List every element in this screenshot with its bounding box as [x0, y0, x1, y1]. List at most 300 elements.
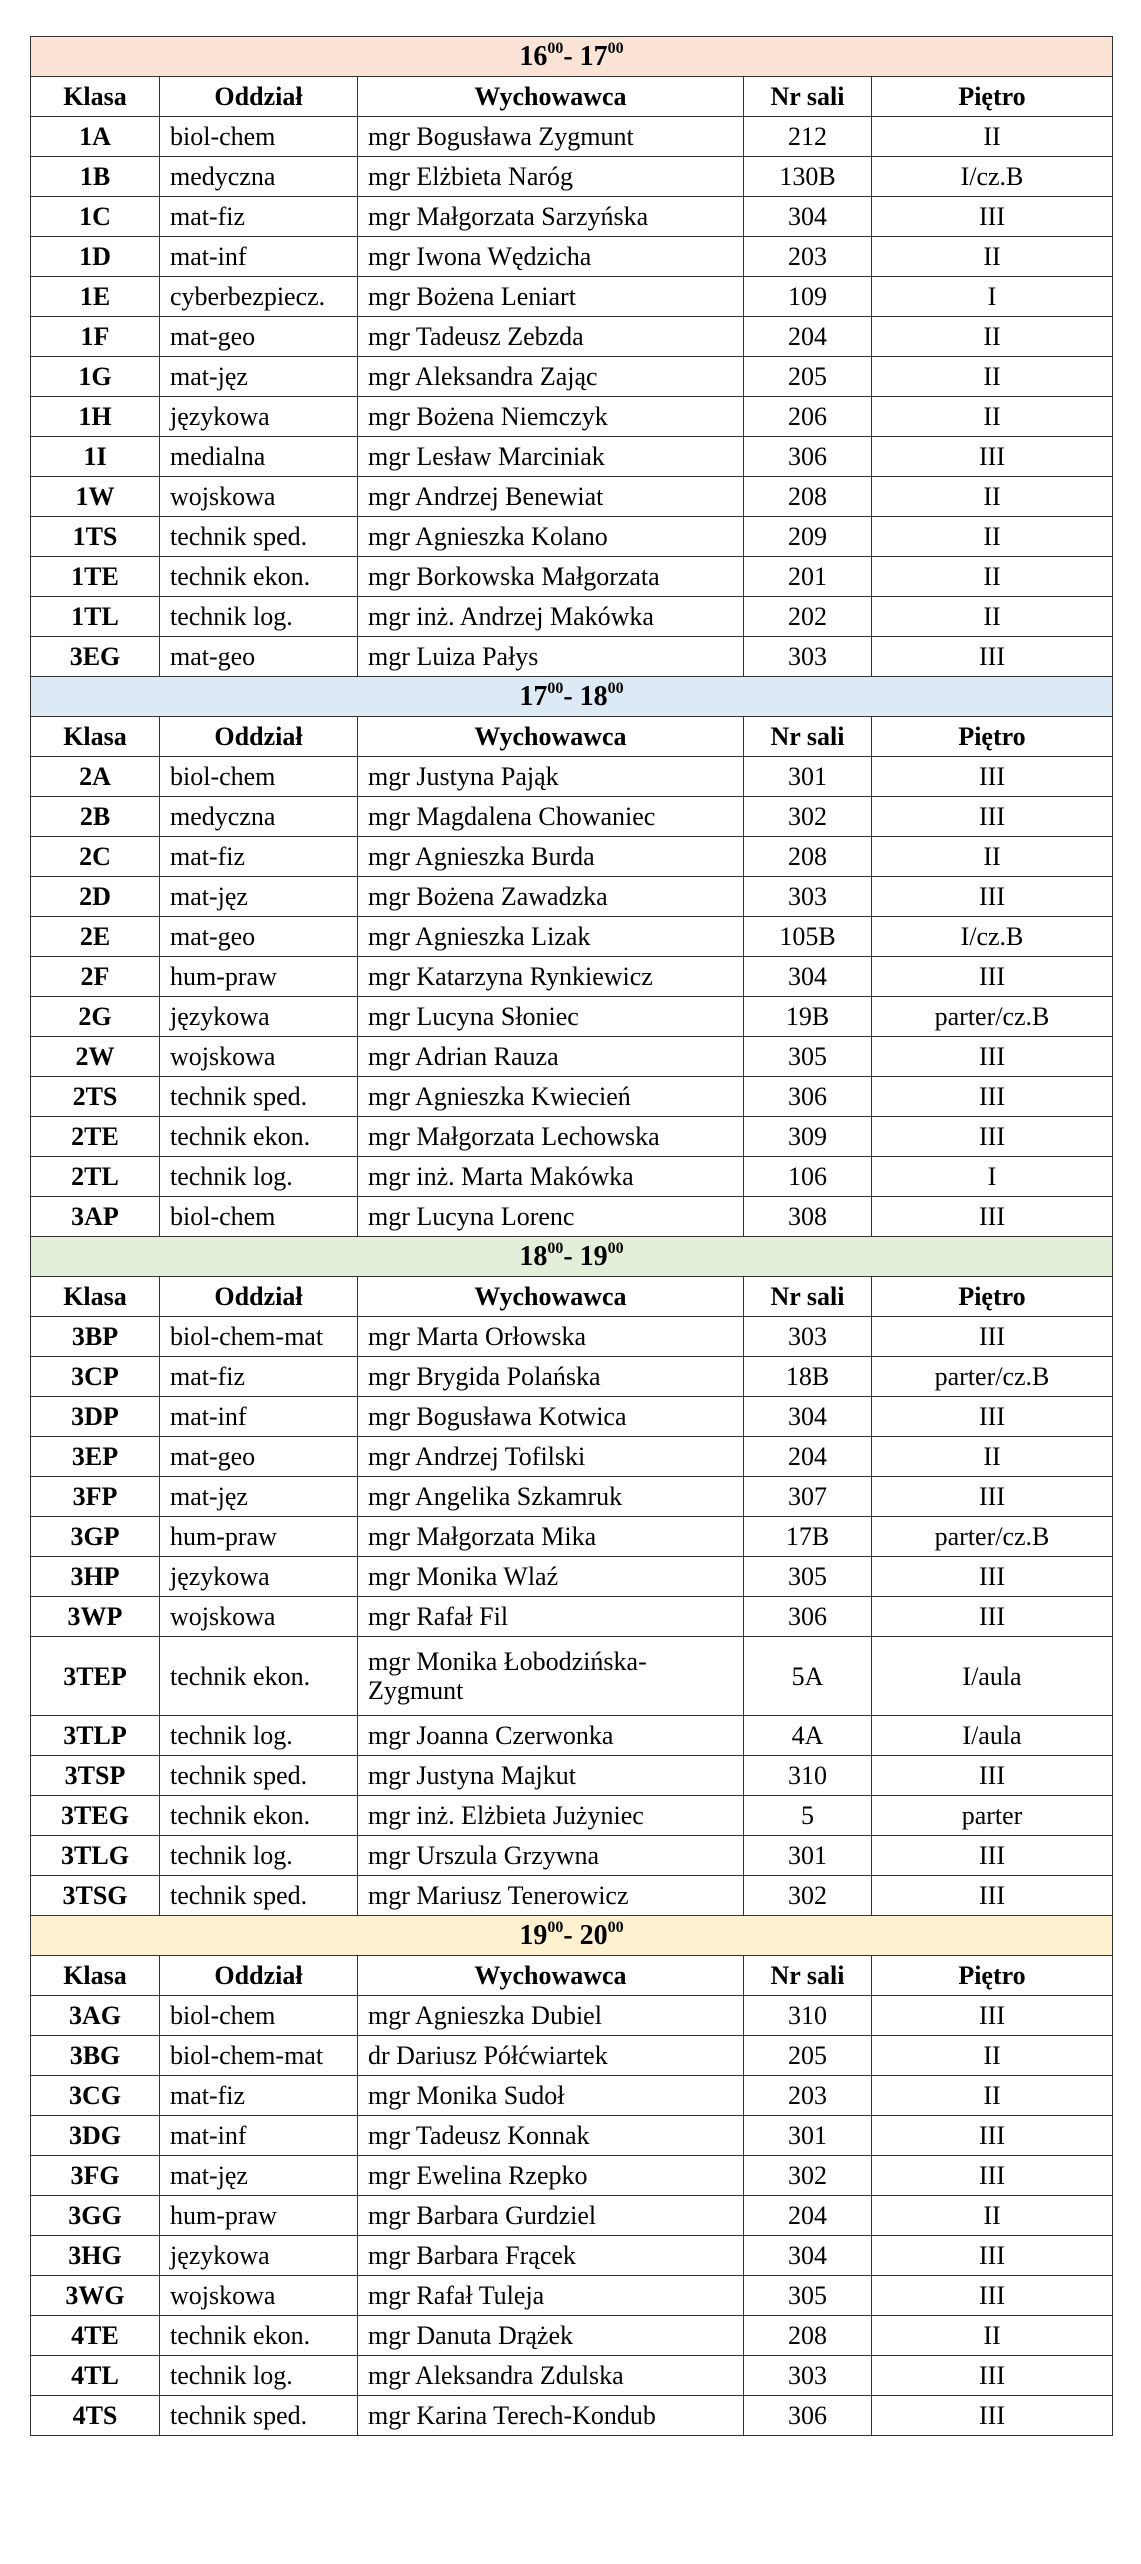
time-slot-start-hour: 19: [519, 1920, 548, 1951]
table-row: [31, 437, 1113, 477]
cell-wychowawca: mgr Małgorzata Sarzyńska: [358, 197, 744, 237]
cell-nr-sali: 305: [744, 2276, 872, 2316]
cell-nr-sali: 310: [744, 1756, 872, 1796]
cell-wychowawca: mgr Justyna Majkut: [358, 1756, 744, 1796]
table-row: [31, 2076, 1113, 2116]
time-slot-start-hour: 16: [519, 41, 548, 72]
column-header-klasa: Klasa: [31, 1956, 160, 1996]
cell-oddzial: medialna: [160, 437, 358, 477]
table-row: [31, 357, 1113, 397]
cell-klasa: 1W: [31, 477, 160, 517]
column-header-klasa: Klasa: [31, 77, 160, 117]
table-row: [31, 837, 1113, 877]
column-header-wychowawca: Wychowawca: [358, 1277, 744, 1317]
cell-pietro: II: [872, 357, 1113, 397]
cell-pietro: III: [872, 2116, 1113, 2156]
cell-pietro: III: [872, 1597, 1113, 1637]
time-slot-end-hour: 20: [579, 1920, 608, 1951]
cell-klasa: 3GG: [31, 2196, 160, 2236]
cell-oddzial: wojskowa: [160, 477, 358, 517]
column-header-row: [31, 1956, 1113, 1996]
time-slot-header: [31, 677, 1113, 717]
cell-klasa: 3TSP: [31, 1756, 160, 1796]
table-row: [31, 1437, 1113, 1477]
table-row: [31, 2236, 1113, 2276]
cell-wychowawca: mgr Mariusz Tenerowicz: [358, 1876, 744, 1916]
cell-klasa: 2E: [31, 917, 160, 957]
cell-pietro: parter/cz.B: [872, 1517, 1113, 1557]
cell-oddzial: mat-geo: [160, 1437, 358, 1477]
cell-wychowawca: mgr Ewelina Rzepko: [358, 2156, 744, 2196]
cell-wychowawca: mgr Adrian Rauza: [358, 1037, 744, 1077]
cell-klasa: 3TEG: [31, 1796, 160, 1836]
cell-wychowawca: dr Dariusz Półćwiartek: [358, 2036, 744, 2076]
cell-oddzial: wojskowa: [160, 2276, 358, 2316]
table-row: [31, 157, 1113, 197]
cell-nr-sali: 306: [744, 2396, 872, 2436]
table-row: [31, 2036, 1113, 2076]
cell-pietro: III: [872, 2396, 1113, 2436]
cell-oddzial: medyczna: [160, 157, 358, 197]
cell-wychowawca: mgr Agnieszka Kwiecień: [358, 1077, 744, 1117]
cell-oddzial: technik log.: [160, 1157, 358, 1197]
cell-nr-sali: 209: [744, 517, 872, 557]
cell-wychowawca: mgr Lesław Marciniak: [358, 437, 744, 477]
cell-wychowawca: mgr Agnieszka Burda: [358, 837, 744, 877]
cell-wychowawca: mgr Monika Wlaź: [358, 1557, 744, 1597]
cell-klasa: 3HP: [31, 1557, 160, 1597]
cell-wychowawca: mgr Aleksandra Zając: [358, 357, 744, 397]
table-row: [31, 2116, 1113, 2156]
cell-oddzial: technik log.: [160, 1716, 358, 1756]
table-row: [31, 1197, 1113, 1237]
cell-klasa: 2TL: [31, 1157, 160, 1197]
cell-pietro: II: [872, 2076, 1113, 2116]
cell-klasa: 2G: [31, 997, 160, 1037]
cell-oddzial: technik ekon.: [160, 1796, 358, 1836]
cell-nr-sali: 18B: [744, 1357, 872, 1397]
table-row: [31, 2396, 1113, 2436]
cell-oddzial: językowa: [160, 397, 358, 437]
cell-wychowawca: mgr Rafał Tuleja: [358, 2276, 744, 2316]
table-row: [31, 1517, 1113, 1557]
cell-nr-sali: 302: [744, 2156, 872, 2196]
table-row: [31, 1357, 1113, 1397]
cell-nr-sali: 305: [744, 1037, 872, 1077]
cell-nr-sali: 204: [744, 2196, 872, 2236]
time-slot-end-minutes: 00: [607, 40, 624, 57]
table-row: [31, 1637, 1113, 1716]
cell-wychowawca: mgr Borkowska Małgorzata: [358, 557, 744, 597]
cell-wychowawca: mgr inż. Marta Makówka: [358, 1157, 744, 1197]
cell-wychowawca: mgr inż. Andrzej Makówka: [358, 597, 744, 637]
cell-wychowawca: mgr inż. Elżbieta Jużyniec: [358, 1796, 744, 1836]
cell-nr-sali: 205: [744, 2036, 872, 2076]
time-slot-separator: -: [563, 681, 580, 712]
cell-pietro: III: [872, 1876, 1113, 1916]
cell-pietro: II: [872, 237, 1113, 277]
table-row: [31, 517, 1113, 557]
cell-oddzial: technik ekon.: [160, 557, 358, 597]
cell-pietro: III: [872, 1557, 1113, 1597]
time-slot-row: [31, 677, 1113, 717]
cell-oddzial: językowa: [160, 2236, 358, 2276]
table-row: [31, 797, 1113, 837]
cell-nr-sali: 5: [744, 1796, 872, 1836]
cell-oddzial: hum-praw: [160, 2196, 358, 2236]
column-header-pietro: Piętro: [872, 717, 1113, 757]
cell-klasa: 1H: [31, 397, 160, 437]
cell-klasa: 2A: [31, 757, 160, 797]
cell-klasa: 3GP: [31, 1517, 160, 1557]
cell-oddzial: technik log.: [160, 1836, 358, 1876]
cell-nr-sali: 203: [744, 2076, 872, 2116]
cell-nr-sali: 303: [744, 1317, 872, 1357]
cell-wychowawca: mgr Katarzyna Rynkiewicz: [358, 957, 744, 997]
cell-nr-sali: 303: [744, 877, 872, 917]
cell-oddzial: technik sped.: [160, 1876, 358, 1916]
cell-nr-sali: 204: [744, 1437, 872, 1477]
table-row: [31, 1037, 1113, 1077]
cell-pietro: III: [872, 2276, 1113, 2316]
cell-klasa: 2C: [31, 837, 160, 877]
cell-klasa: 2TS: [31, 1077, 160, 1117]
cell-pietro: I: [872, 1157, 1113, 1197]
cell-wychowawca: mgr Joanna Czerwonka: [358, 1716, 744, 1756]
cell-klasa: 3CP: [31, 1357, 160, 1397]
cell-pietro: I/aula: [872, 1716, 1113, 1756]
cell-pietro: parter/cz.B: [872, 997, 1113, 1037]
table-row: [31, 397, 1113, 437]
table-row: [31, 1836, 1113, 1876]
time-slot-start-hour: 18: [519, 1241, 548, 1272]
cell-wychowawca: mgr Bogusława Zygmunt: [358, 117, 744, 157]
cell-nr-sali: 308: [744, 1197, 872, 1237]
column-header-klasa: Klasa: [31, 717, 160, 757]
cell-pietro: parter/cz.B: [872, 1357, 1113, 1397]
column-header-row: [31, 77, 1113, 117]
column-header-wychowawca: Wychowawca: [358, 717, 744, 757]
cell-oddzial: cyberbezpiecz.: [160, 277, 358, 317]
cell-oddzial: technik log.: [160, 597, 358, 637]
cell-wychowawca: mgr Brygida Polańska: [358, 1357, 744, 1397]
cell-wychowawca: mgr Małgorzata Mika: [358, 1517, 744, 1557]
column-header-nr-sali: Nr sali: [744, 717, 872, 757]
cell-nr-sali: 105B: [744, 917, 872, 957]
table-row: [31, 597, 1113, 637]
cell-pietro: I/aula: [872, 1637, 1113, 1716]
time-slot-row: [31, 1916, 1113, 1956]
cell-oddzial: mat-inf: [160, 2116, 358, 2156]
cell-nr-sali: 202: [744, 597, 872, 637]
cell-nr-sali: 201: [744, 557, 872, 597]
cell-wychowawca: mgr Bożena Niemczyk: [358, 397, 744, 437]
column-header-pietro: Piętro: [872, 77, 1113, 117]
cell-pietro: III: [872, 2156, 1113, 2196]
cell-wychowawca: mgr Tadeusz Konnak: [358, 2116, 744, 2156]
cell-pietro: II: [872, 2196, 1113, 2236]
cell-klasa: 3TLP: [31, 1716, 160, 1756]
table-row: [31, 1157, 1113, 1197]
cell-klasa: 1TS: [31, 517, 160, 557]
cell-pietro: II: [872, 317, 1113, 357]
cell-klasa: 3WP: [31, 1597, 160, 1637]
cell-nr-sali: 306: [744, 1077, 872, 1117]
cell-pietro: III: [872, 1077, 1113, 1117]
column-header-oddzial: Oddział: [160, 717, 358, 757]
column-header-nr-sali: Nr sali: [744, 77, 872, 117]
cell-klasa: 3EG: [31, 637, 160, 677]
cell-nr-sali: 305: [744, 1557, 872, 1597]
cell-pietro: II: [872, 117, 1113, 157]
cell-pietro: II: [872, 2316, 1113, 2356]
cell-oddzial: mat-fiz: [160, 197, 358, 237]
table-row: [31, 317, 1113, 357]
cell-klasa: 3DP: [31, 1397, 160, 1437]
table-row: [31, 1996, 1113, 2036]
cell-klasa: 1F: [31, 317, 160, 357]
table-row: [31, 1876, 1113, 1916]
cell-oddzial: medyczna: [160, 797, 358, 837]
cell-pietro: II: [872, 2036, 1113, 2076]
time-slot-header: [31, 1237, 1113, 1277]
table-row: [31, 2316, 1113, 2356]
table-row: [31, 1557, 1113, 1597]
column-header-klasa: Klasa: [31, 1277, 160, 1317]
cell-oddzial: biol-chem: [160, 757, 358, 797]
cell-oddzial: hum-praw: [160, 957, 358, 997]
cell-pietro: I/cz.B: [872, 917, 1113, 957]
cell-klasa: 1C: [31, 197, 160, 237]
cell-pietro: III: [872, 2356, 1113, 2396]
cell-klasa: 3CG: [31, 2076, 160, 2116]
cell-wychowawca: mgr Barbara Frącek: [358, 2236, 744, 2276]
time-slot-end-hour: 17: [579, 41, 608, 72]
cell-oddzial: wojskowa: [160, 1597, 358, 1637]
cell-nr-sali: 4A: [744, 1716, 872, 1756]
cell-pietro: II: [872, 557, 1113, 597]
cell-klasa: 1B: [31, 157, 160, 197]
column-header-wychowawca: Wychowawca: [358, 77, 744, 117]
table-row: [31, 117, 1113, 157]
table-row: [31, 637, 1113, 677]
cell-oddzial: wojskowa: [160, 1037, 358, 1077]
cell-pietro: I/cz.B: [872, 157, 1113, 197]
cell-oddzial: biol-chem-mat: [160, 2036, 358, 2076]
cell-klasa: 3AP: [31, 1197, 160, 1237]
cell-nr-sali: 204: [744, 317, 872, 357]
cell-pietro: III: [872, 1477, 1113, 1517]
cell-oddzial: hum-praw: [160, 1517, 358, 1557]
cell-klasa: 3FG: [31, 2156, 160, 2196]
cell-pietro: III: [872, 1197, 1113, 1237]
table-row: [31, 1397, 1113, 1437]
cell-nr-sali: 203: [744, 237, 872, 277]
column-header-pietro: Piętro: [872, 1956, 1113, 1996]
cell-klasa: 3TEP: [31, 1637, 160, 1716]
cell-wychowawca: mgr Marta Orłowska: [358, 1317, 744, 1357]
time-slot-separator: -: [563, 1241, 580, 1272]
cell-oddzial: mat-geo: [160, 917, 358, 957]
time-slot-row: [31, 1237, 1113, 1277]
time-slot-header: [31, 1916, 1113, 1956]
cell-nr-sali: 304: [744, 2236, 872, 2276]
cell-pietro: I: [872, 277, 1113, 317]
schedule-body: [31, 37, 1113, 2436]
cell-oddzial: technik sped.: [160, 1756, 358, 1796]
column-header-row: [31, 1277, 1113, 1317]
cell-wychowawca: mgr Rafał Fil: [358, 1597, 744, 1637]
cell-pietro: III: [872, 1117, 1113, 1157]
time-slot-end-minutes: 00: [607, 680, 624, 697]
cell-klasa: 1TL: [31, 597, 160, 637]
cell-klasa: 1I: [31, 437, 160, 477]
table-row: [31, 2276, 1113, 2316]
cell-oddzial: technik ekon.: [160, 2316, 358, 2356]
cell-wychowawca: mgr Agnieszka Dubiel: [358, 1996, 744, 2036]
cell-klasa: 3DG: [31, 2116, 160, 2156]
cell-wychowawca: mgr Danuta Drążek: [358, 2316, 744, 2356]
cell-wychowawca: mgr Urszula Grzywna: [358, 1836, 744, 1876]
cell-pietro: II: [872, 837, 1113, 877]
cell-klasa: 1A: [31, 117, 160, 157]
cell-pietro: II: [872, 517, 1113, 557]
cell-nr-sali: 206: [744, 397, 872, 437]
cell-wychowawca: mgr Małgorzata Lechowska: [358, 1117, 744, 1157]
cell-nr-sali: 212: [744, 117, 872, 157]
cell-nr-sali: 19B: [744, 997, 872, 1037]
table-row: [31, 757, 1113, 797]
cell-klasa: 1D: [31, 237, 160, 277]
cell-klasa: 3BG: [31, 2036, 160, 2076]
cell-nr-sali: 309: [744, 1117, 872, 1157]
column-header-wychowawca: Wychowawca: [358, 1956, 744, 1996]
cell-wychowawca: mgr Bożena Leniart: [358, 277, 744, 317]
table-row: [31, 1477, 1113, 1517]
cell-nr-sali: 310: [744, 1996, 872, 2036]
time-slot-start-minutes: 00: [547, 1919, 564, 1936]
cell-wychowawca: mgr Andrzej Tofilski: [358, 1437, 744, 1477]
time-slot-end-minutes: 00: [607, 1240, 624, 1257]
cell-wychowawca: mgr Andrzej Benewiat: [358, 477, 744, 517]
table-row: [31, 237, 1113, 277]
time-slot-row: [31, 37, 1113, 77]
cell-oddzial: biol-chem: [160, 1996, 358, 2036]
cell-klasa: 4TS: [31, 2396, 160, 2436]
cell-pietro: III: [872, 757, 1113, 797]
cell-oddzial: mat-jęz: [160, 877, 358, 917]
time-slot-start-minutes: 00: [547, 680, 564, 697]
cell-pietro: III: [872, 797, 1113, 837]
cell-pietro: II: [872, 397, 1113, 437]
table-row: [31, 1716, 1113, 1756]
cell-wychowawca: mgr Monika Łobodzińska-Zygmunt: [358, 1637, 744, 1716]
cell-pietro: III: [872, 957, 1113, 997]
cell-wychowawca: mgr Aleksandra Zdulska: [358, 2356, 744, 2396]
table-row: [31, 477, 1113, 517]
column-header-oddzial: Oddział: [160, 1277, 358, 1317]
cell-wychowawca: mgr Magdalena Chowaniec: [358, 797, 744, 837]
cell-nr-sali: 302: [744, 1876, 872, 1916]
cell-oddzial: technik sped.: [160, 1077, 358, 1117]
cell-oddzial: mat-geo: [160, 317, 358, 357]
cell-klasa: 3HG: [31, 2236, 160, 2276]
cell-klasa: 2TE: [31, 1117, 160, 1157]
cell-wychowawca: mgr Tadeusz Zebzda: [358, 317, 744, 357]
table-row: [31, 1117, 1113, 1157]
cell-oddzial: biol-chem: [160, 117, 358, 157]
cell-nr-sali: 130B: [744, 157, 872, 197]
cell-nr-sali: 301: [744, 757, 872, 797]
cell-nr-sali: 301: [744, 1836, 872, 1876]
cell-klasa: 3FP: [31, 1477, 160, 1517]
table-row: [31, 997, 1113, 1037]
cell-klasa: 3TLG: [31, 1836, 160, 1876]
cell-klasa: 2D: [31, 877, 160, 917]
cell-oddzial: technik ekon.: [160, 1637, 358, 1716]
table-row: [31, 2196, 1113, 2236]
table-row: [31, 1796, 1113, 1836]
column-header-oddzial: Oddział: [160, 1956, 358, 1996]
cell-pietro: III: [872, 1037, 1113, 1077]
cell-pietro: parter: [872, 1796, 1113, 1836]
cell-nr-sali: 304: [744, 957, 872, 997]
cell-wychowawca: mgr Justyna Pająk: [358, 757, 744, 797]
table-row: [31, 277, 1113, 317]
cell-nr-sali: 205: [744, 357, 872, 397]
cell-nr-sali: 307: [744, 1477, 872, 1517]
table-row: [31, 877, 1113, 917]
cell-oddzial: mat-fiz: [160, 2076, 358, 2116]
cell-wychowawca: mgr Monika Sudoł: [358, 2076, 744, 2116]
cell-klasa: 4TE: [31, 2316, 160, 2356]
cell-nr-sali: 208: [744, 477, 872, 517]
time-slot-header: [31, 37, 1113, 77]
cell-oddzial: technik sped.: [160, 2396, 358, 2436]
cell-oddzial: mat-inf: [160, 1397, 358, 1437]
cell-oddzial: mat-fiz: [160, 1357, 358, 1397]
cell-nr-sali: 17B: [744, 1517, 872, 1557]
cell-klasa: 1TE: [31, 557, 160, 597]
cell-pietro: III: [872, 1996, 1113, 2036]
cell-nr-sali: 302: [744, 797, 872, 837]
cell-klasa: 2W: [31, 1037, 160, 1077]
cell-wychowawca: mgr Agnieszka Lizak: [358, 917, 744, 957]
time-slot-separator: -: [563, 1920, 580, 1951]
cell-pietro: III: [872, 1756, 1113, 1796]
cell-klasa: 4TL: [31, 2356, 160, 2396]
cell-klasa: 3AG: [31, 1996, 160, 2036]
cell-klasa: 1G: [31, 357, 160, 397]
cell-wychowawca: mgr Karina Terech-Kondub: [358, 2396, 744, 2436]
cell-nr-sali: 306: [744, 1597, 872, 1637]
cell-pietro: III: [872, 197, 1113, 237]
cell-oddzial: językowa: [160, 997, 358, 1037]
column-header-oddzial: Oddział: [160, 77, 358, 117]
table-row: [31, 1317, 1113, 1357]
column-header-nr-sali: Nr sali: [744, 1277, 872, 1317]
cell-oddzial: językowa: [160, 1557, 358, 1597]
cell-nr-sali: 301: [744, 2116, 872, 2156]
cell-oddzial: biol-chem: [160, 1197, 358, 1237]
cell-wychowawca: mgr Lucyna Lorenc: [358, 1197, 744, 1237]
cell-wychowawca: mgr Barbara Gurdziel: [358, 2196, 744, 2236]
cell-pietro: II: [872, 477, 1113, 517]
cell-wychowawca: mgr Luiza Pałys: [358, 637, 744, 677]
cell-nr-sali: 306: [744, 437, 872, 477]
cell-oddzial: mat-geo: [160, 637, 358, 677]
cell-wychowawca: mgr Angelika Szkamruk: [358, 1477, 744, 1517]
